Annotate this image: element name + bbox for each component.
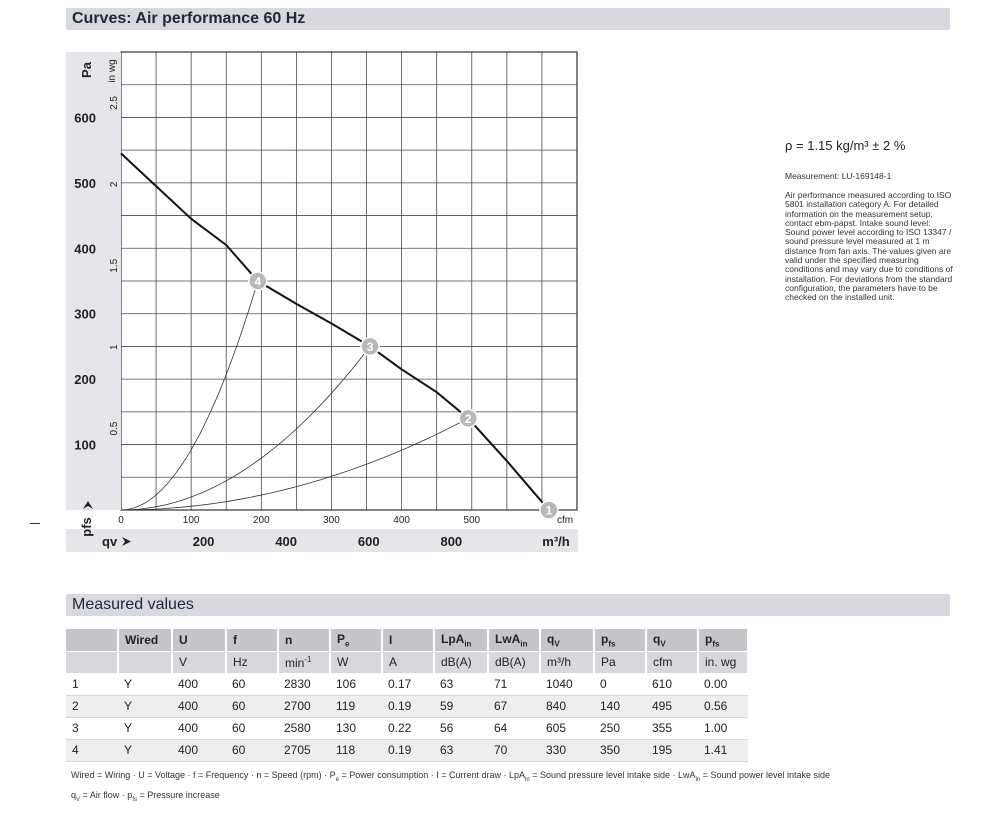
- x-tick-label-m3h: 400: [275, 534, 298, 549]
- table-cell: 2580: [278, 717, 330, 739]
- description-line: 5801 installation category A. For detailed: [785, 199, 939, 210]
- header-subscript: in: [520, 638, 528, 648]
- table-cell: 610: [646, 673, 698, 695]
- legend-subscript: e: [335, 776, 339, 783]
- table-cell: 60: [226, 717, 278, 739]
- unit-cell: [172, 651, 226, 673]
- table-cell: 130: [330, 717, 382, 739]
- legend-line-2: [71, 788, 830, 808]
- header-cell: [278, 629, 330, 651]
- table-cell: 2: [66, 695, 118, 717]
- table-cell: 400: [172, 673, 226, 695]
- table-cell: 2705: [278, 739, 330, 761]
- table-cell: 495: [646, 695, 698, 717]
- unit-cell: [540, 651, 594, 673]
- description-line: information on the measurement setup,: [785, 208, 933, 219]
- table-cell: 118: [330, 739, 382, 761]
- x-tick-label-cfm: 100: [182, 515, 200, 526]
- legend-line-1: [71, 768, 830, 788]
- header-subscript: fs: [608, 638, 616, 648]
- y-tick-label-inwg: 1: [109, 344, 120, 350]
- header-symbol: p: [705, 631, 713, 646]
- x-axis-label-m3h: m³/h: [542, 534, 570, 549]
- description-line: installation. For deviations from the standard: [785, 273, 953, 284]
- legend-subscript: V: [76, 796, 81, 803]
- header-cell: [646, 629, 698, 651]
- table-cell: 2700: [278, 695, 330, 717]
- header-symbol: LpA: [441, 631, 465, 646]
- header-subscript: e: [345, 638, 350, 648]
- y-tick-label-pa: 500: [74, 175, 96, 191]
- description-line: valid under the specified measuring: [785, 255, 919, 266]
- table-cell: 119: [330, 695, 382, 717]
- unit-text: in. wg: [705, 655, 737, 669]
- table-cell: 400: [172, 695, 226, 717]
- measurement-id: Measurement: LU-169148-1: [785, 171, 892, 181]
- header-cell: [118, 629, 172, 651]
- table-cell: 3: [66, 717, 118, 739]
- header-subscript: fs: [712, 638, 720, 648]
- table-cell: 106: [330, 673, 382, 695]
- description-line: conditions and may vary due to conditions of: [785, 264, 953, 275]
- measured-values-header: [66, 594, 950, 616]
- y-axis-label-pfs: pfs: [79, 517, 94, 537]
- legend-subscript: in: [695, 776, 701, 783]
- table-cell: 195: [646, 739, 698, 761]
- x-tick-label-m3h: 800: [440, 534, 463, 549]
- table-cell: 1.41: [698, 739, 748, 761]
- unit-text: Pa: [601, 655, 616, 669]
- table-cell: 4: [66, 739, 118, 761]
- header-symbol: LwA: [495, 631, 521, 646]
- measurement-description: [785, 191, 955, 303]
- unit-text: W: [337, 655, 349, 669]
- legend-text: = Sound power level intake side: [700, 770, 831, 780]
- side-info-panel: [785, 138, 955, 303]
- header-symbol: Wired: [125, 632, 159, 647]
- unit-cell: [698, 651, 748, 673]
- table-row: [66, 695, 748, 717]
- table-cell: 59: [434, 695, 488, 717]
- table-cell: Y: [118, 717, 172, 739]
- header-symbol: q: [547, 631, 555, 646]
- header-symbol: I: [389, 632, 393, 647]
- x-tick-label-cfm: 500: [463, 515, 481, 526]
- table-cell: 355: [646, 717, 698, 739]
- unit-cell: [434, 651, 488, 673]
- unit-text: dB(A): [495, 655, 526, 669]
- header-cell: [66, 629, 118, 651]
- legend-text: = Air flow · p: [80, 789, 133, 800]
- header-symbol: U: [179, 632, 188, 647]
- unit-cell: [118, 651, 172, 673]
- table-cell: 0.22: [382, 717, 434, 739]
- table-cell: 400: [172, 739, 226, 761]
- table-cell: 60: [226, 673, 278, 695]
- x-tick-label-m3h: 200: [192, 534, 215, 549]
- table-cell: 0: [594, 673, 646, 695]
- operating-point-label: 4: [254, 274, 262, 289]
- table-cell: 0.00: [698, 673, 748, 695]
- table-header-row: [66, 629, 748, 651]
- legend-subscript: fs: [132, 796, 137, 803]
- table-cell: Y: [118, 695, 172, 717]
- unit-text: V: [179, 655, 188, 669]
- y-tick-label-pa: 600: [74, 110, 96, 126]
- unit-cell: [278, 651, 330, 673]
- table-cell: 840: [540, 695, 594, 717]
- measured-values-title: Measured values: [72, 596, 194, 613]
- description-line: contact ebm-papst. Intake sound level:: [785, 217, 931, 228]
- table-cell: Y: [118, 739, 172, 761]
- header-subscript: V: [554, 638, 560, 648]
- table-cell: 1.00: [698, 717, 748, 739]
- table-cell: 1: [66, 673, 118, 695]
- unit-cell: [488, 651, 540, 673]
- description-line: sound pressure level measured at 1 m: [785, 236, 930, 247]
- unit-text: A: [389, 655, 398, 669]
- table-cell: 330: [540, 739, 594, 761]
- unit-text: cfm: [653, 655, 673, 669]
- description-line: Air performance measured according to ISO: [785, 190, 952, 200]
- legend-text: Wired = Wiring · U = Voltage · f = Frequency · n = Speed (rpm) · P: [71, 770, 336, 780]
- y-axis-label-inwg: in wg: [107, 59, 118, 83]
- table-cell: 350: [594, 739, 646, 761]
- legend-subscript: in: [525, 776, 530, 783]
- table-cell: 67: [488, 695, 540, 717]
- x-tick-label-m3h: 600: [357, 534, 380, 549]
- table-cell: 140: [594, 695, 646, 717]
- x-tick-label-cfm: 300: [323, 515, 340, 526]
- header-subscript: in: [464, 638, 472, 648]
- header-cell: [488, 629, 540, 651]
- unit-text: m³/h: [547, 655, 571, 669]
- header-subscript: V: [660, 638, 666, 648]
- header-cell: [594, 629, 646, 651]
- header-symbol: q: [653, 631, 661, 646]
- unit-superscript: -1: [304, 654, 312, 664]
- table-cell: 64: [488, 717, 540, 739]
- y-tick-label-pa: 300: [74, 306, 96, 322]
- header-cell: [382, 629, 434, 651]
- x-tick-label-cfm: 400: [393, 515, 410, 526]
- header-symbol: P: [337, 631, 346, 646]
- table-cell: 1040: [540, 673, 594, 695]
- x-axis-band: [66, 529, 578, 552]
- y-axis-label-pa: Pa: [79, 62, 94, 78]
- y-tick-label-inwg: 0.5: [109, 421, 120, 436]
- table-cell: Y: [118, 673, 172, 695]
- table-cell: 60: [226, 695, 278, 717]
- operating-point-label: 2: [464, 411, 472, 426]
- unit-cell: [594, 651, 646, 673]
- table-cell: 605: [540, 717, 594, 739]
- header-cell: [172, 629, 226, 651]
- air-density-note: ρ = 1.15 kg/m³ ± 2 %: [785, 138, 906, 153]
- y-tick-label-inwg: 2.5: [109, 96, 120, 110]
- measured-values-table: [66, 629, 749, 762]
- description-line: checked on the installed unit.: [785, 292, 895, 303]
- x-tick-label-cfm: 200: [252, 515, 270, 526]
- header-cell: [434, 629, 488, 651]
- table-legend: [71, 768, 830, 808]
- y-tick-label-inwg: 2: [109, 181, 120, 188]
- header-cell: [330, 629, 382, 651]
- legend-text: = Pressure increase: [136, 789, 220, 800]
- table-row: [66, 673, 748, 695]
- y-tick-label-pa: 100: [74, 437, 96, 453]
- description-line: configuration, the parameters have to be: [785, 282, 938, 293]
- table-cell: 56: [434, 717, 488, 739]
- header-cell: [698, 629, 748, 651]
- table-cell: 400: [172, 717, 226, 739]
- unit-cell: [330, 651, 382, 673]
- table-cell: 2830: [278, 673, 330, 695]
- table-cell: 70: [488, 739, 540, 761]
- legend-text: = Power consumption · I = Current draw · LpA: [338, 770, 526, 780]
- unit-text: Hz: [233, 655, 248, 669]
- table-cell: 63: [434, 739, 488, 761]
- table-cell: 71: [488, 673, 540, 695]
- table-cell: 63: [434, 673, 488, 695]
- x-tick-label-cfm: 0: [118, 515, 124, 526]
- unit-cell: [382, 651, 434, 673]
- table-cell: 60: [226, 739, 278, 761]
- table-row: [66, 739, 748, 761]
- operating-point-label: 1: [545, 503, 553, 518]
- legend-text: q: [71, 789, 77, 800]
- unit-cell: [646, 651, 698, 673]
- table-cell: 0.19: [382, 739, 434, 761]
- header-symbol: f: [233, 632, 237, 647]
- header-symbol: n: [285, 632, 293, 647]
- header-cell: [226, 629, 278, 651]
- table-unit-row: [66, 651, 748, 673]
- table-cell: 250: [594, 717, 646, 739]
- y-tick-label-pa: 200: [74, 372, 96, 388]
- header-cell: [540, 629, 594, 651]
- operating-point-label: 3: [366, 339, 374, 354]
- x-axis-label-cfm: cfm: [556, 515, 574, 526]
- table-cell: 0.17: [382, 673, 434, 695]
- margin-dash: [30, 523, 40, 524]
- unit-text: min: [285, 655, 305, 670]
- unit-cell: [226, 651, 278, 673]
- y-tick-label-inwg: 1.5: [109, 258, 120, 273]
- description-line: distance from fan axis. The values given are: [785, 245, 952, 256]
- description-line: Sound power level according to ISO 13347 /: [785, 227, 952, 238]
- table-row: [66, 717, 748, 739]
- table-cell: 0.56: [698, 695, 748, 717]
- legend-text: = Sound pressure level intake side · LwA: [529, 770, 696, 780]
- unit-text: dB(A): [441, 655, 472, 669]
- table-cell: 0.19: [382, 695, 434, 717]
- header-symbol: p: [601, 631, 609, 646]
- x-axis-label-qv: qv: [102, 534, 118, 549]
- curves-section-title: Curves: Air performance 60 Hz: [72, 10, 306, 27]
- unit-cell: [66, 651, 118, 673]
- y-tick-label-pa: 400: [74, 241, 96, 257]
